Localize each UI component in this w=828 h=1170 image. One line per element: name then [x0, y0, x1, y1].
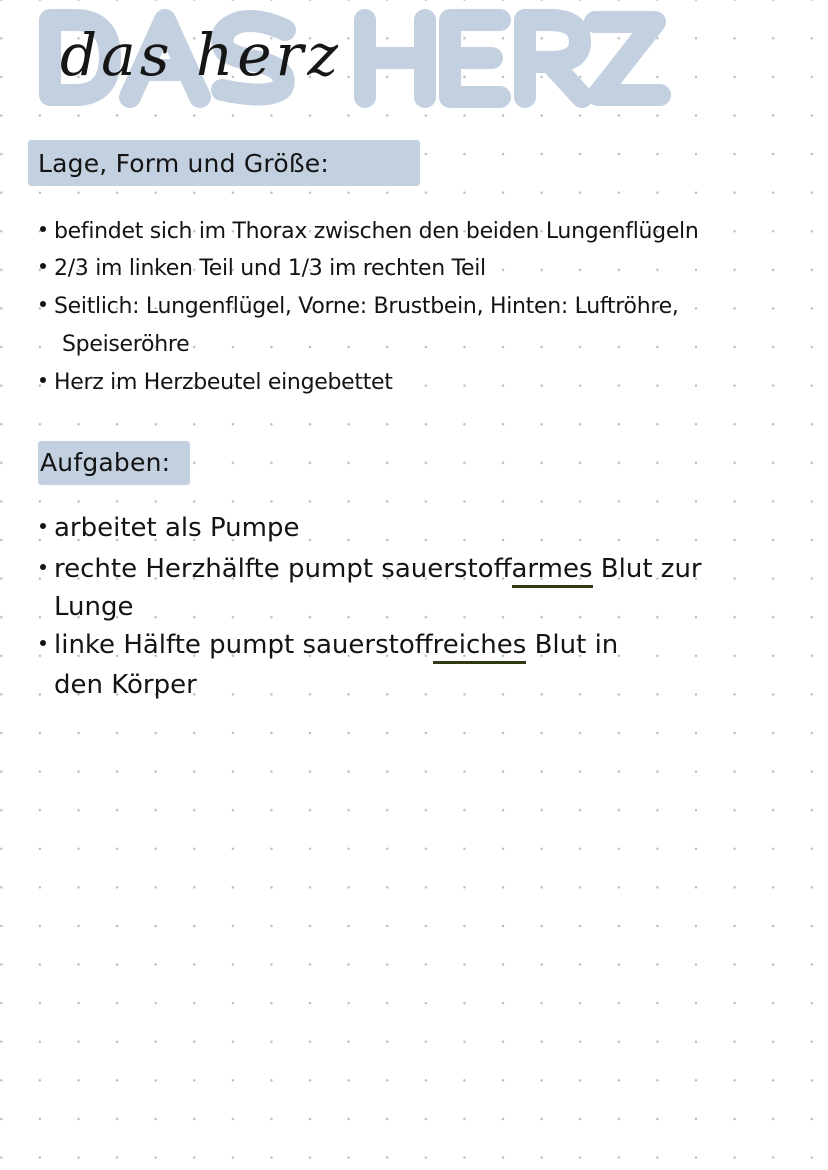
list-item — [40, 296, 679, 318]
list-item — [40, 515, 300, 541]
handwritten-title: das herz — [60, 21, 342, 89]
item-text: 2/3 im linken Teil und 1/3 im rechten Teil — [54, 256, 486, 281]
section-heading-aufgaben: Aufgaben: — [40, 448, 171, 477]
list-item — [40, 221, 699, 243]
item-text: Blut zur — [592, 554, 702, 584]
letter-e — [450, 20, 500, 97]
list-item-continuation: Speiseröhre — [62, 332, 190, 357]
list-item — [40, 372, 393, 394]
item-text: Blut in — [526, 630, 619, 660]
item-text: Herz im Herzbeutel eingebettet — [54, 370, 393, 395]
list-item-continuation: den Körper — [54, 670, 197, 700]
item-text: arbeitet als Pumpe — [54, 513, 300, 543]
bullet-icon — [40, 226, 46, 232]
bullet-icon — [40, 377, 46, 383]
bullet-icon — [40, 301, 46, 307]
letter-h — [365, 20, 425, 97]
letter-z — [595, 22, 660, 95]
bullet-icon — [40, 523, 46, 529]
section-heading-lage: Lage, Form und Größe: — [38, 149, 329, 178]
bullet-icon — [40, 640, 46, 646]
list-item — [40, 258, 486, 280]
list-item — [40, 632, 618, 658]
item-text: linke Hälfte pumpt sauerstoff — [54, 630, 433, 660]
underlined-word: armes — [512, 554, 593, 588]
underlined-word: reiches — [433, 630, 527, 664]
list-item — [40, 556, 702, 582]
letter-r — [525, 20, 582, 97]
item-text: Seitlich: Lungenflügel, Vorne: Brustbein, Hinten: Luftröhre, — [54, 294, 679, 319]
item-text: befindet sich im Thorax zwischen den beiden Lungenflügeln — [54, 219, 699, 244]
bullet-icon — [40, 564, 46, 570]
bullet-icon — [40, 263, 46, 269]
list-item-continuation: Lunge — [54, 592, 134, 622]
item-text: rechte Herzhälfte pumpt sauerstoff — [54, 554, 512, 584]
